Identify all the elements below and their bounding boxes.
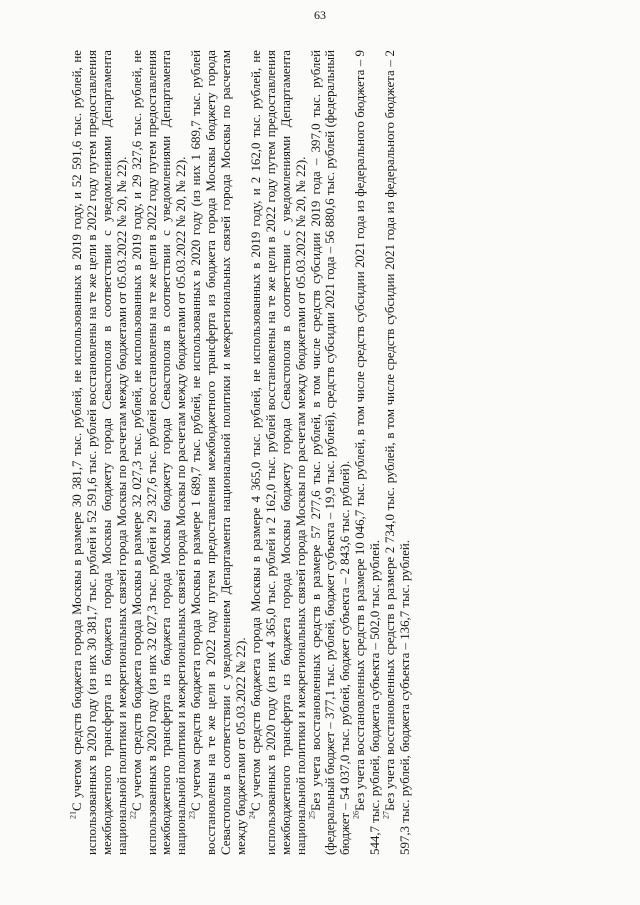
footnote-22	[130, 50, 190, 855]
rotated-footnotes-block	[70, 50, 413, 855]
footnote-text: С учетом средств бюджета города Москвы в размере 32 027,3 тыс. рублей, не использованных в 2019 году, и 29 327,6 тыс. рублей, не использованных в 2020 году (из них 32 027,3 тыс. рублей и 29 327,6 тыс. рублей восстановлены на те же цели в 2022 году путем предоставления межбюджетного трансферта из бюджета города Москвы бюджету города Севастополя в соответствии с уведомлениями Департамента национальной политики и межрегиональных связей города Москвы по расчетам между бюджетами от 05.03.2022 № 20, № 22).	[129, 50, 189, 855]
footnote-marker: 21	[68, 811, 78, 819]
footnote-marker: 27	[381, 811, 391, 819]
footnote-text: С учетом средств бюджета города Москвы в размере 30 381,7 тыс. рублей, не использованных в 2019 году, и 52 591,6 тыс. рублей, не использованных в 2020 году (из них 30 381,7 тыс. рублей и 52 591,6 тыс. рублей восстановлены на те же цели в 2022 году путем предоставления межбюджетного трансферта из бюджета города Москвы бюджету города Севастополя в соответствии с уведомлениями Департамента национальной политики и межрегиональных связей города Москвы по расчетам между бюджетами от 05.03.2022 № 20, № 22).	[70, 50, 129, 855]
footnote-marker: 23	[187, 811, 197, 819]
footnote-text: Без учета восстановленных средств в размере 10 046,7 тыс. рублей, в том числе средств субсидии 2021 года из федерального бюджета – 9 544,7 тыс. рублей, бюджета субъекта – 502,0 тыс. рублей.	[353, 50, 383, 855]
footnote-text: С учетом средств бюджета города Москвы в размере 4 365,0 тыс. рублей, не использованных в 2019 году, и 2 162,0 тыс. рублей, не использованных в 2020 году (из них 4 365,0 тыс. рублей и 2 162,0 тыс. рублей восстановлены на те же цели в 2022 году путем предоставления межбюджетного трансферта из бюджета города Москвы бюджету города Севастополя в соответствии с уведомлениями Департамента национальной политики и межрегиональных связей города Москвы по расчетам между бюджетами от 05.03.2022 № 20, № 22).	[248, 50, 308, 855]
footnote-marker: 26	[351, 811, 361, 819]
footnote-23	[189, 50, 249, 855]
footnote-marker: 24	[247, 811, 257, 819]
footnote-text: Без учета восстановленных средств в размере 57 277,6 тыс. рублей, в том числе средств субсидии 2019 года – 397,0 тыс. рублей (федеральный бюджет – 377,1 тыс. рублей, бюджет субъекта – 19,9 тыс. рублей), средств субсидии 2021 года – 56 880,6 тыс. рублей (федеральный бюджет – 54 037,0 тыс. рублей, бюджет субъекта – 2 843,6 тыс. рублей).	[308, 50, 353, 855]
footnote-24	[249, 50, 309, 855]
footnote-marker: 22	[128, 811, 138, 819]
footnote-marker: 25	[307, 811, 317, 819]
footnote-27	[383, 50, 413, 855]
footnote-21	[70, 50, 130, 855]
footnote-26	[353, 50, 383, 855]
footnote-text: Без учета восстановленных средств в размере 2 734,0 тыс. рублей, в том числе средств субсидии 2021 года из федерального бюджета – 2 597,3 тыс. рублей, бюджета субъекта – 136,7 тыс. рублей.	[383, 50, 412, 855]
footnote-25	[309, 50, 354, 855]
page-number: 63	[314, 8, 326, 22]
footnote-text: С учетом средств бюджета города Москвы в размере 1 689,7 тыс. рублей, не использованных в 2020 году (из них 1 689,7 тыс. рублей восстановлены на те же цели в 2022 году путем предоставления межбюджетного трансферта из бюджета города Москвы бюджету города Севастополя в соответствии с уведомлением Департамента национальной политики и межрегиональных связей города Москвы по расчетам между бюджетами от 05.03.2022 № 22).	[189, 50, 248, 855]
